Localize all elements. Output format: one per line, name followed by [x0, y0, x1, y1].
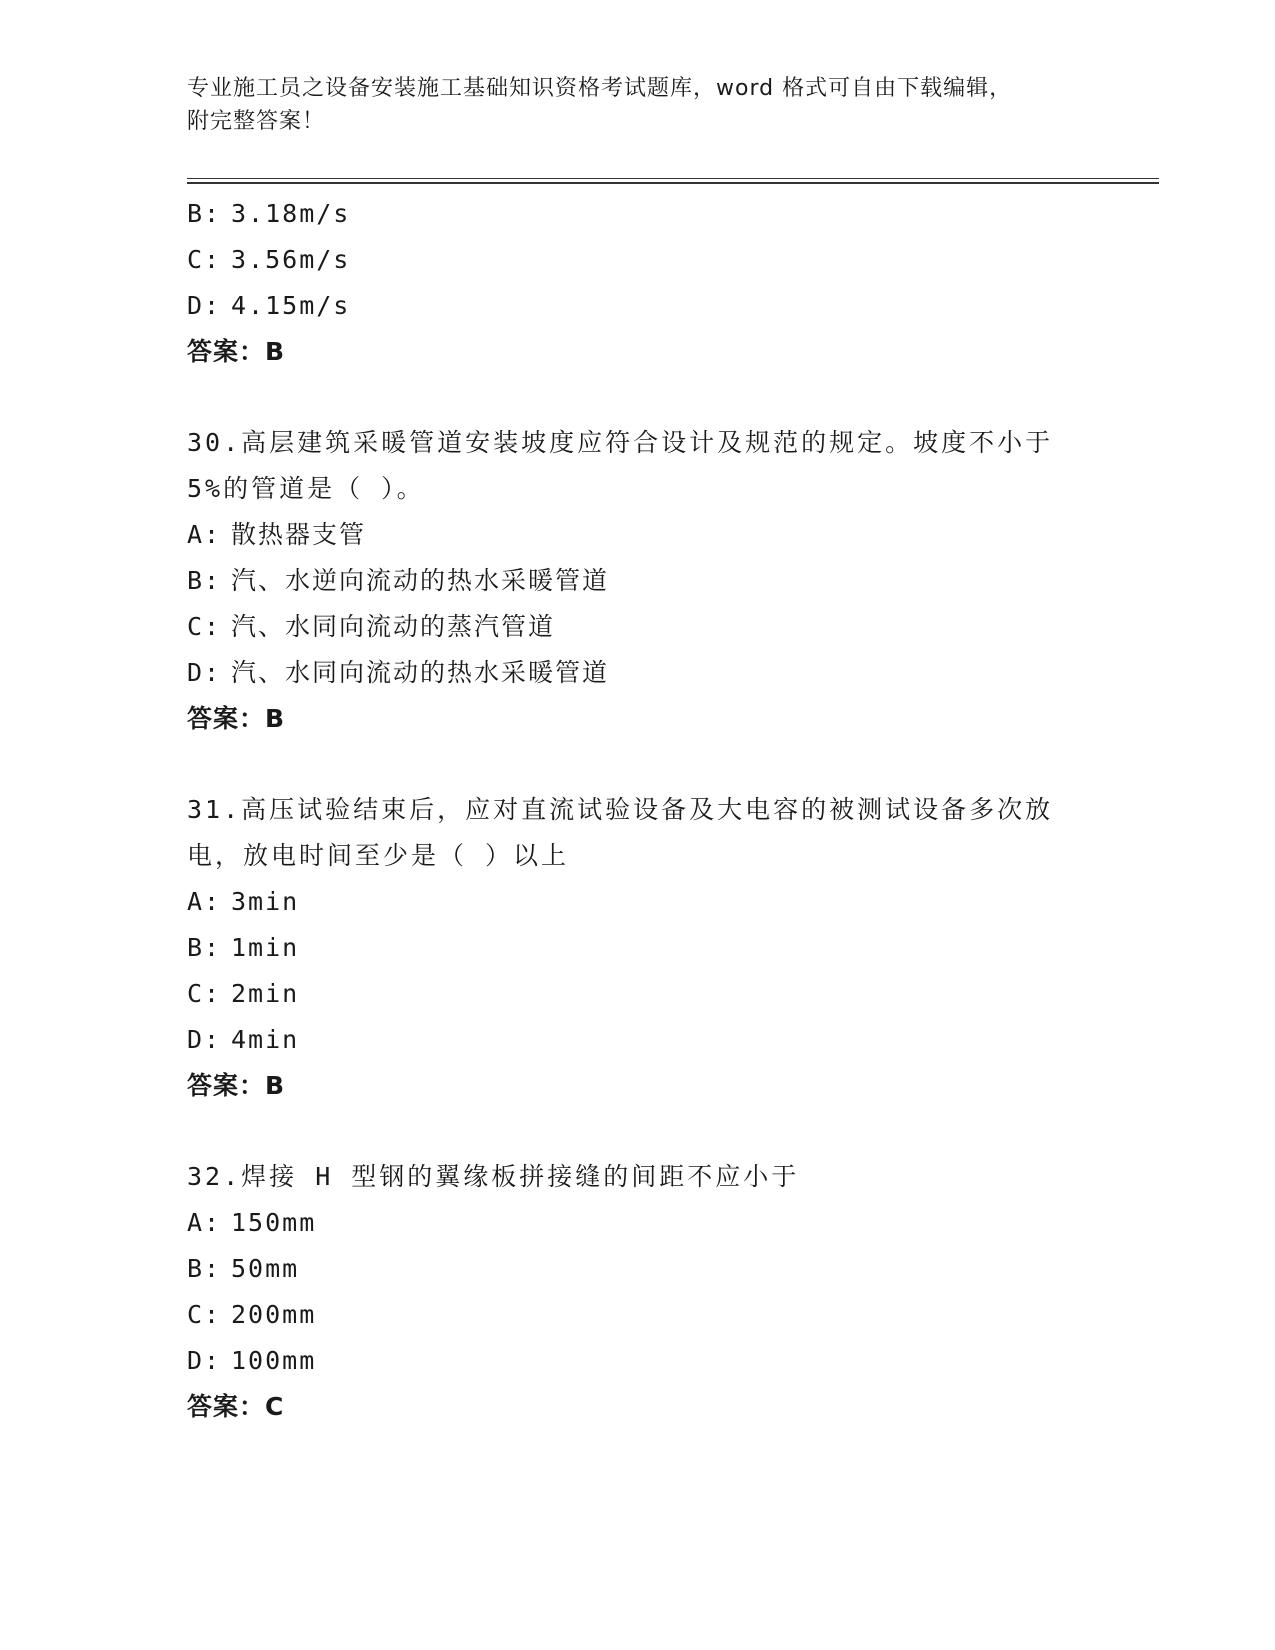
prev-question-block [187, 191, 1087, 375]
option-d: D: 4min [187, 1025, 300, 1054]
question-31 [187, 787, 1087, 1109]
question-stem: 32.焊接 H 型钢的翼缘板拼接缝的间距不应小于 [187, 1162, 800, 1191]
option-d: D: 汽、水同向流动的热水采暖管道 [187, 658, 610, 687]
option-d: D: 4.15m/s [187, 291, 351, 320]
answer-line: 答案：B [187, 337, 286, 366]
question-stem: 30.高层建筑采暖管道安装坡度应符合设计及规范的规定。坡度不小于 5%的管道是（ ）。 [187, 428, 1054, 503]
option-b: B: 汽、水逆向流动的热水采暖管道 [187, 566, 610, 595]
option-b: B: 50mm [187, 1254, 300, 1283]
answer-line: 答案：C [187, 1392, 285, 1421]
header-line-2: 附完整答案！ [187, 109, 326, 134]
option-c: C: 2min [187, 979, 300, 1008]
question-32 [187, 1154, 1087, 1430]
option-d: D: 100mm [187, 1346, 317, 1375]
question-30 [187, 420, 1087, 742]
option-b: B: 1min [187, 933, 300, 962]
header-divider-thin [187, 178, 1159, 179]
answer-line: 答案：B [187, 1071, 286, 1100]
question-content [187, 191, 1087, 1430]
header-divider-thick [187, 182, 1159, 184]
answer-line: 答案：B [187, 704, 286, 733]
option-a: A: 3min [187, 887, 300, 916]
option-b: B: 3.18m/s [187, 199, 351, 228]
question-stem: 31.高压试验结束后，应对直流试验设备及大电容的被测试设备多次放 电，放电时间至少是（ ）以上 [187, 795, 1054, 870]
option-a: A: 散热器支管 [187, 520, 367, 549]
header-line-1: 专业施工员之设备安装施工基础知识资格考试题库，word 格式可自由下载编辑， [187, 76, 1013, 101]
option-a: A: 150mm [187, 1208, 317, 1237]
option-c: C: 3.56m/s [187, 245, 351, 274]
option-c: C: 汽、水同向流动的蒸汽管道 [187, 612, 556, 641]
option-c: C: 200mm [187, 1300, 317, 1329]
document-header [187, 72, 1087, 138]
